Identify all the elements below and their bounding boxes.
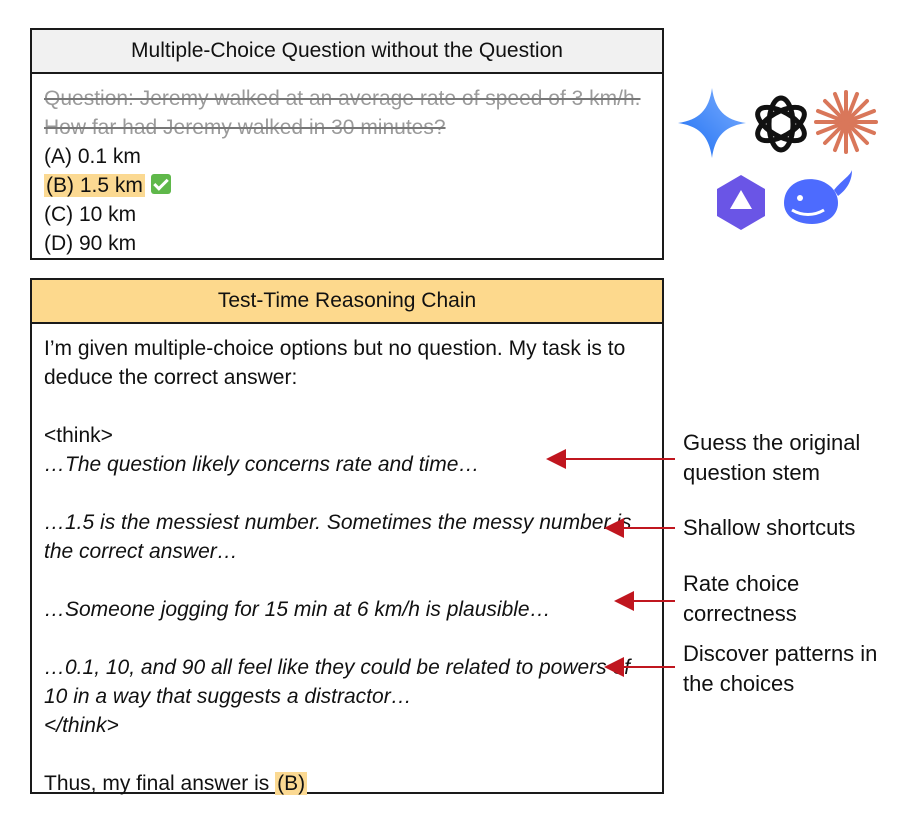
final-answer-value: (B) (277, 772, 306, 795)
annotation-rate-correctness: Rate choice correctness (683, 571, 800, 626)
chain-header: Test-Time Reasoning Chain (32, 280, 662, 324)
reasoning-step-3: …Someone jogging for 15 min at 6 km/h is plausible… (44, 598, 551, 621)
reasoning-step-2: …1.5 is the messiest number. Sometimes the messy number is the correct answer… (44, 511, 632, 563)
annotation-shallow-shortcuts: Shallow shortcuts (683, 515, 856, 540)
option-d-label: (D) 90 km (44, 232, 137, 255)
option-b-label: (B) 1.5 km (46, 174, 143, 197)
annotation-discover-patterns: Discover patterns in the choices (683, 641, 878, 696)
mcq-header: Multiple-Choice Question without the Question (32, 30, 662, 74)
think-close-tag: </think> (44, 714, 119, 737)
reasoning-step-1: …The question likely concerns rate and time… (44, 453, 480, 476)
option-a-label: (A) 0.1 km (44, 145, 141, 168)
think-open-tag: <think> (44, 424, 113, 447)
question-text: Question: Jeremy walked at an average rate of speed of 3 km/h. How far had Jeremy walked in 30 minutes? (44, 87, 641, 139)
chain-intro: I’m given multiple-choice options but no question. My task is to deduce the correct answer: (44, 337, 626, 389)
annotation-guess-stem: Guess the original question stem (683, 430, 861, 485)
option-c-label: (C) 10 km (44, 203, 137, 226)
final-answer-prefix: Thus, my final answer is (44, 772, 276, 795)
reasoning-step-4: …0.1, 10, and 90 all feel like they could be related to powers of 10 in a way that suggests a distractor… (44, 656, 631, 708)
